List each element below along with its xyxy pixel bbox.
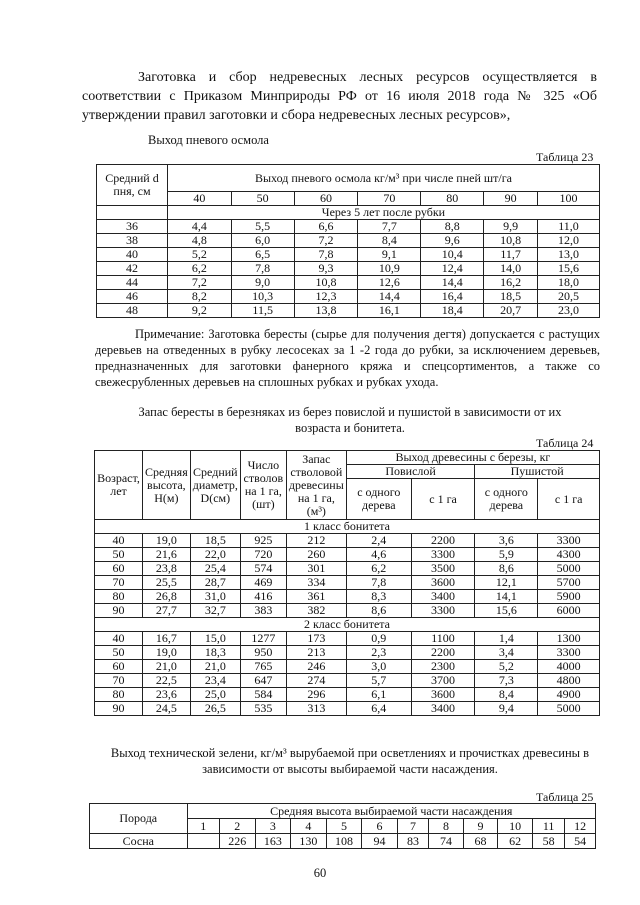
table-cell: 25,4: [190, 562, 240, 576]
table-cell: 4300: [538, 548, 600, 562]
t23-row: [97, 220, 600, 234]
table-cell: 3600: [411, 688, 475, 702]
table-cell: 9,1: [358, 248, 421, 262]
t24-header-per-tree: с одного дерева: [475, 479, 538, 520]
table-cell: 3,6: [475, 534, 538, 548]
t24-body-class1: [95, 534, 600, 618]
table-cell: 31,0: [190, 590, 240, 604]
table-cell: 23,0: [538, 304, 600, 318]
t24-header-diameter: Средний диаметр, D(см): [190, 451, 240, 520]
t24-row: [95, 534, 600, 548]
table-cell: 213: [286, 646, 346, 660]
table-cell: 6,5: [231, 248, 294, 262]
t24-row: [95, 562, 600, 576]
table-cell: 535: [240, 702, 286, 716]
table-cell: 10,8: [294, 276, 358, 290]
t24-row: [95, 646, 600, 660]
table-cell: 4800: [538, 674, 600, 688]
table-cell: 15,0: [190, 632, 240, 646]
table-cell: 12,3: [294, 290, 358, 304]
table-cell: 6000: [538, 604, 600, 618]
table-cell: 50: [95, 548, 143, 562]
table-cell: 18,5: [484, 290, 538, 304]
table-cell: 7,2: [294, 234, 358, 248]
table-cell: 70: [95, 674, 143, 688]
table-cell: 5,7: [346, 674, 411, 688]
table-cell: 5,2: [167, 248, 231, 262]
table-cell: 720: [240, 548, 286, 562]
table-cell: 3300: [411, 548, 475, 562]
table-cell: 647: [240, 674, 286, 688]
table-cell: 382: [286, 604, 346, 618]
table-cell: 13,0: [538, 248, 600, 262]
table-cell: 16,1: [358, 304, 421, 318]
table-cell: 8,3: [346, 590, 411, 604]
table-cell: 765: [240, 660, 286, 674]
table-cell: 54: [565, 834, 596, 849]
table-cell: 9,2: [167, 304, 231, 318]
table-cell: 74: [429, 834, 464, 849]
table-cell: 5,9: [475, 548, 538, 562]
t25-body: [90, 834, 596, 849]
table-cell: 12,0: [538, 234, 600, 248]
t24-row: [95, 576, 600, 590]
t24-row: [95, 674, 600, 688]
table-cell: 21,0: [190, 660, 240, 674]
table-cell: 274: [286, 674, 346, 688]
table-cell: 3700: [411, 674, 475, 688]
t25-height: 4: [291, 819, 327, 834]
table-cell: 8,4: [475, 688, 538, 702]
table-cell: 5900: [538, 590, 600, 604]
table-cell: 70: [95, 576, 143, 590]
table-cell: 94: [362, 834, 398, 849]
table-cell: 40: [97, 248, 168, 262]
table-cell: 22,0: [190, 548, 240, 562]
table-cell: 1277: [240, 632, 286, 646]
t24-header-height: Средняя высота, Н(м): [142, 451, 190, 520]
table-cell: 6,0: [231, 234, 294, 248]
t24-header-per-ha: с 1 га: [411, 479, 475, 520]
table-cell: 23,6: [142, 688, 190, 702]
table-cell: 301: [286, 562, 346, 576]
table-cell: 8,6: [346, 604, 411, 618]
t25-header-breed: Порода: [90, 804, 188, 834]
table-cell: 4,4: [167, 220, 231, 234]
table-cell: 15,6: [475, 604, 538, 618]
table-cell: 313: [286, 702, 346, 716]
t24-row: [95, 688, 600, 702]
table-cell: 163: [255, 834, 291, 849]
t23-span-empty: [97, 206, 168, 220]
table-cell: 90: [95, 702, 143, 716]
t23-count: 90: [484, 192, 538, 206]
t25-row: [90, 834, 596, 849]
t23-row: [97, 248, 600, 262]
table-cell: 950: [240, 646, 286, 660]
table-cell: 12,1: [475, 576, 538, 590]
table-cell: 3300: [538, 534, 600, 548]
table-cell: 80: [95, 688, 143, 702]
table-cell: 108: [326, 834, 362, 849]
table-cell: 18,0: [538, 276, 600, 290]
t23-span-label: Через 5 лет после рубки: [167, 206, 599, 220]
table-cell: 7,8: [346, 576, 411, 590]
table-cell: 11,5: [231, 304, 294, 318]
table-cell: 2,4: [346, 534, 411, 548]
table-cell: 4900: [538, 688, 600, 702]
t25-height: 3: [255, 819, 291, 834]
t25-height: 2: [220, 819, 256, 834]
table-cell: 1300: [538, 632, 600, 646]
table-cell: 60: [95, 660, 143, 674]
table-cell: 27,7: [142, 604, 190, 618]
table-cell: 40: [95, 632, 143, 646]
table-cell: 9,9: [484, 220, 538, 234]
table-cell: [187, 834, 220, 849]
table-cell: 5,5: [231, 220, 294, 234]
t23-counts-row: [97, 192, 600, 206]
table-cell: 3,0: [346, 660, 411, 674]
table-cell: 2300: [411, 660, 475, 674]
note-paragraph: Примечание: Заготовка бересты (сырье для получения дегтя) допускается с растущих деревьев на отведенных в рубку лесосеках за 1 -2 года до рубки, за исключением деревьев, предназначенных для заготовки фанерного кряжа и спецсортиментов, а также со свежесрубленных деревьев на сплошных рубках и рубках ухода.: [95, 327, 600, 389]
table-cell: 12,6: [358, 276, 421, 290]
table-cell: 10,8: [484, 234, 538, 248]
table-cell: 296: [286, 688, 346, 702]
table-cell: 11,0: [538, 220, 600, 234]
table-cell: 10,4: [421, 248, 484, 262]
t24-header-age: Возраст, лет: [95, 451, 143, 520]
t25-height: 12: [565, 819, 596, 834]
table-cell: 416: [240, 590, 286, 604]
table-cell: 5000: [538, 702, 600, 716]
t23-count: 100: [538, 192, 600, 206]
t25-height: 7: [397, 819, 428, 834]
table-cell: 24,5: [142, 702, 190, 716]
table-cell: 23,4: [190, 674, 240, 688]
table-cell: 10,3: [231, 290, 294, 304]
table-cell: 21,6: [142, 548, 190, 562]
table-cell: 5000: [538, 562, 600, 576]
table-cell: 8,2: [167, 290, 231, 304]
t23-row: [97, 234, 600, 248]
table24: [94, 450, 600, 716]
t25-height: 8: [429, 819, 464, 834]
table-cell: 58: [532, 834, 565, 849]
table-cell: 3400: [411, 702, 475, 716]
table-cell: 4000: [538, 660, 600, 674]
table-cell: 9,4: [475, 702, 538, 716]
t23-header-diameter: Средний d пня, см: [97, 165, 168, 206]
table-cell: 80: [95, 590, 143, 604]
table-cell: Сосна: [90, 834, 188, 849]
t24-body-class2: [95, 632, 600, 716]
table-cell: 1,4: [475, 632, 538, 646]
page-number: 60: [313, 866, 327, 880]
t24-header-push: Пушистой: [475, 465, 600, 479]
table-cell: 32,7: [190, 604, 240, 618]
t23-row: [97, 290, 600, 304]
table-cell: 19,0: [142, 646, 190, 660]
table-cell: 130: [291, 834, 327, 849]
table-cell: 16,4: [421, 290, 484, 304]
table25: [89, 803, 596, 849]
t23-count: 50: [231, 192, 294, 206]
table-cell: 383: [240, 604, 286, 618]
t23-body: [97, 220, 600, 318]
table-cell: 14,0: [484, 262, 538, 276]
table-cell: 28,7: [190, 576, 240, 590]
table-cell: 4,6: [346, 548, 411, 562]
table-cell: 68: [463, 834, 498, 849]
table-cell: 3500: [411, 562, 475, 576]
table-cell: 18,4: [421, 304, 484, 318]
table-cell: 6,1: [346, 688, 411, 702]
table-cell: 19,0: [142, 534, 190, 548]
table-cell: 2200: [411, 646, 475, 660]
t23-count: 60: [294, 192, 358, 206]
table-cell: 48: [97, 304, 168, 318]
table-cell: 246: [286, 660, 346, 674]
table-cell: 62: [498, 834, 533, 849]
t23-count: 40: [167, 192, 231, 206]
t24-row: [95, 548, 600, 562]
table-cell: 6,4: [346, 702, 411, 716]
table-cell: 25,5: [142, 576, 190, 590]
table-cell: 212: [286, 534, 346, 548]
t24-class2-label: 2 класс бонитета: [95, 618, 600, 632]
table-cell: 60: [95, 562, 143, 576]
table-cell: 5,2: [475, 660, 538, 674]
table-cell: 11,7: [484, 248, 538, 262]
t25-height: 11: [532, 819, 565, 834]
t25-height: 5: [326, 819, 362, 834]
table-cell: 8,6: [475, 562, 538, 576]
t24-header-per-ha: с 1 га: [538, 479, 600, 520]
table24-title: Запас бересты в березняках из берез повислой и пушистой в зависимости от их возраста и бонитета.: [138, 405, 562, 435]
t24-row: [95, 660, 600, 674]
t23-row: [97, 304, 600, 318]
table-cell: 2,3: [346, 646, 411, 660]
t23-header-main: Выход пневого осмола кг/м³ при числе пней шт/га: [167, 165, 599, 192]
t23-row: [97, 276, 600, 290]
table-cell: 20,7: [484, 304, 538, 318]
table-cell: 36: [97, 220, 168, 234]
t25-height: 1: [187, 819, 220, 834]
t23-row: [97, 262, 600, 276]
table-cell: 14,4: [358, 290, 421, 304]
table-cell: 584: [240, 688, 286, 702]
table-cell: 12,4: [421, 262, 484, 276]
table-cell: 25,0: [190, 688, 240, 702]
table-cell: 44: [97, 276, 168, 290]
table-cell: 7,7: [358, 220, 421, 234]
table-cell: 9,0: [231, 276, 294, 290]
table-cell: 16,7: [142, 632, 190, 646]
table-cell: 3400: [411, 590, 475, 604]
table-cell: 20,5: [538, 290, 600, 304]
t23-count: 70: [358, 192, 421, 206]
table-cell: 46: [97, 290, 168, 304]
t25-header-main: Средняя высота выбираемой части насаждения: [187, 804, 595, 819]
table-cell: 361: [286, 590, 346, 604]
table-cell: 2200: [411, 534, 475, 548]
table-cell: 13,8: [294, 304, 358, 318]
table-cell: 8,4: [358, 234, 421, 248]
t25-height: 10: [498, 819, 533, 834]
table-cell: 14,4: [421, 276, 484, 290]
table-cell: 21,0: [142, 660, 190, 674]
table-cell: 6,2: [346, 562, 411, 576]
table-cell: 18,3: [190, 646, 240, 660]
table-cell: 0,9: [346, 632, 411, 646]
table25-label: Таблица 25: [536, 790, 594, 804]
t24-header-trunks: Число стволов на 1 га, (шт): [240, 451, 286, 520]
table-cell: 226: [220, 834, 256, 849]
table-cell: 40: [95, 534, 143, 548]
table-cell: 23,8: [142, 562, 190, 576]
table-cell: 16,2: [484, 276, 538, 290]
table-cell: 4,8: [167, 234, 231, 248]
table-cell: 18,5: [190, 534, 240, 548]
table-cell: 1100: [411, 632, 475, 646]
table-cell: 26,8: [142, 590, 190, 604]
t24-header-per-tree: с одного дерева: [346, 479, 411, 520]
intro-paragraph: Заготовка и сбор недревесных лесных ресурсов осуществляется в соответствии с Приказом Минприроды РФ от 16 июля 2018 года № 325 «Об утверждении правил заготовки и сбора недревесных лесных ресурсов»,: [82, 70, 597, 123]
table-cell: 925: [240, 534, 286, 548]
t24-row: [95, 702, 600, 716]
t24-row: [95, 604, 600, 618]
table-cell: 90: [95, 604, 143, 618]
table-cell: 38: [97, 234, 168, 248]
table-cell: 7,2: [167, 276, 231, 290]
table-cell: 173: [286, 632, 346, 646]
table-cell: 3300: [411, 604, 475, 618]
table-cell: 10,9: [358, 262, 421, 276]
table-cell: 14,1: [475, 590, 538, 604]
table-cell: 83: [397, 834, 428, 849]
table-cell: 7,8: [231, 262, 294, 276]
table-cell: 22,5: [142, 674, 190, 688]
table23-label: Таблица 23: [536, 150, 594, 164]
table24-label: Таблица 24: [536, 436, 594, 450]
table-cell: 334: [286, 576, 346, 590]
table-cell: 50: [95, 646, 143, 660]
table-cell: 574: [240, 562, 286, 576]
table-cell: 7,8: [294, 248, 358, 262]
table-cell: 42: [97, 262, 168, 276]
table-cell: 5700: [538, 576, 600, 590]
table25-title: Выход технической зелени, кг/м³ вырубаемой при осветлениях и прочистках древесины в зависимости от высоты выбираемой части насаждения.: [110, 746, 590, 776]
table-cell: 3,4: [475, 646, 538, 660]
table-cell: 6,2: [167, 262, 231, 276]
table-cell: 6,6: [294, 220, 358, 234]
t23-count: 80: [421, 192, 484, 206]
t24-header-yield: Выход древесины с березы, кг: [346, 451, 599, 465]
t24-row: [95, 590, 600, 604]
table-cell: 3600: [411, 576, 475, 590]
table-cell: 7,3: [475, 674, 538, 688]
table23: [96, 164, 600, 318]
table-cell: 260: [286, 548, 346, 562]
t25-height: 6: [362, 819, 398, 834]
table-cell: 9,6: [421, 234, 484, 248]
table-cell: 3300: [538, 646, 600, 660]
t24-class1-label: 1 класс бонитета: [95, 520, 600, 534]
table-cell: 15,6: [538, 262, 600, 276]
table-cell: 26,5: [190, 702, 240, 716]
t25-height: 9: [463, 819, 498, 834]
table-cell: 469: [240, 576, 286, 590]
table-cell: 8,8: [421, 220, 484, 234]
t24-header-stock: Запас стволовой древесины на 1 га, (м³): [286, 451, 346, 520]
t24-row: [95, 632, 600, 646]
table-cell: 9,3: [294, 262, 358, 276]
t24-header-pov: Повислой: [346, 465, 474, 479]
table23-caption: Выход пневого осмола: [148, 133, 269, 147]
